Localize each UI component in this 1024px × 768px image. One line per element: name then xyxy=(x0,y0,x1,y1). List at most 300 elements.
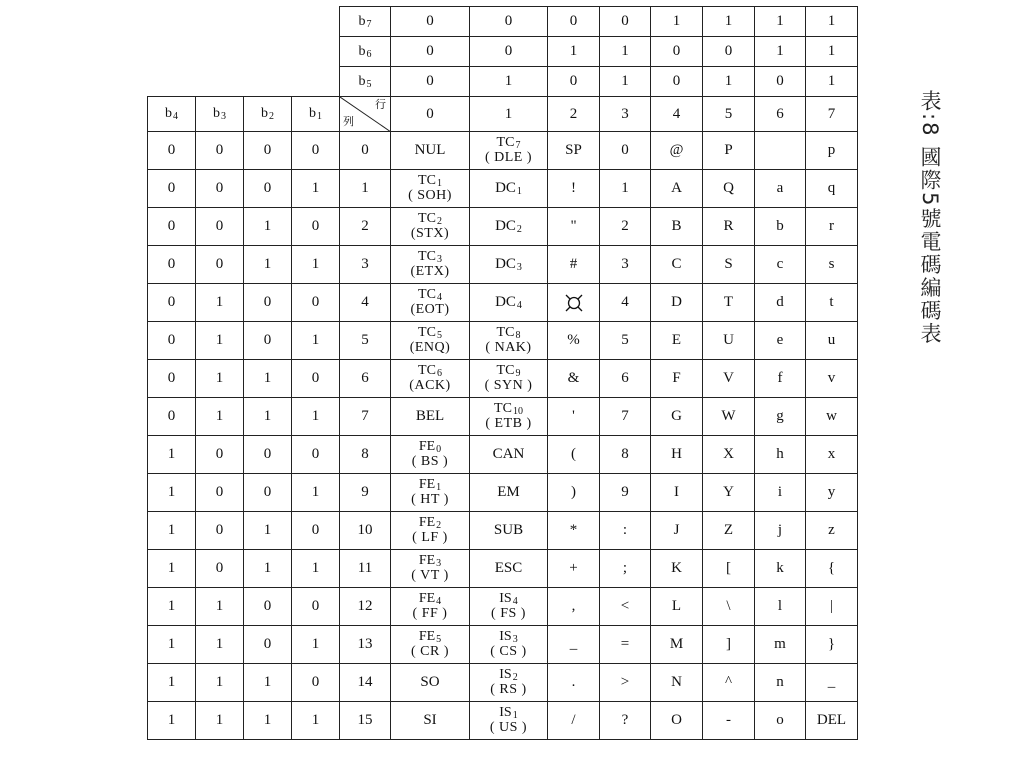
bit-cell: 0 xyxy=(292,436,340,474)
control-code-letters: TC xyxy=(494,401,512,416)
table-row xyxy=(148,436,858,474)
code-cell-col3: : xyxy=(600,512,651,550)
control-code-letters: TC xyxy=(496,363,515,378)
bit-value: 0 xyxy=(703,37,755,67)
bit-cell: 0 xyxy=(244,626,292,664)
blank-corner xyxy=(148,67,340,97)
control-code-name xyxy=(470,630,547,645)
bit-cell: 0 xyxy=(196,436,244,474)
code-cell-col3: 5 xyxy=(600,322,651,360)
code-cell-col1 xyxy=(470,246,548,284)
control-code: SI xyxy=(423,712,437,728)
bit-cell: 1 xyxy=(148,474,196,512)
code-cell-col1 xyxy=(470,664,548,702)
code-cell-col5: Z xyxy=(703,512,755,550)
bit-label-index: 2 xyxy=(269,111,274,122)
bit-cell: 1 xyxy=(244,208,292,246)
bit-cell: 0 xyxy=(244,170,292,208)
bit-cell: 1 xyxy=(148,512,196,550)
currency-sign-icon xyxy=(564,293,584,313)
code-cell-col7: s xyxy=(806,246,858,284)
control-code-letters: IS xyxy=(499,591,512,606)
code-cell-col7: } xyxy=(806,626,858,664)
control-code-name xyxy=(470,364,547,379)
diagonal-bottom-label: 列 xyxy=(343,116,354,128)
code-cell-col7: u xyxy=(806,322,858,360)
bit-cell: 0 xyxy=(292,360,340,398)
control-code-index: 1 xyxy=(436,178,442,189)
code-cell-col1 xyxy=(470,474,548,512)
control-code-name xyxy=(391,516,469,531)
bit-cell: 1 xyxy=(292,398,340,436)
code-cell-col0 xyxy=(391,512,470,550)
bit-cell: 0 xyxy=(244,322,292,360)
bit-label xyxy=(196,97,244,132)
control-code-index: 0 xyxy=(436,444,442,455)
code-cell-col4: A xyxy=(651,170,703,208)
control-code-name xyxy=(470,668,547,683)
code-cell-col6: g xyxy=(755,398,806,436)
code-cell-col4: K xyxy=(651,550,703,588)
bit-cell: 1 xyxy=(244,550,292,588)
code-cell-col2: , xyxy=(548,588,600,626)
code-cell-col4: @ xyxy=(651,132,703,170)
code-cell-col2 xyxy=(548,284,600,322)
code-cell-col2: % xyxy=(548,322,600,360)
bit-cell: 1 xyxy=(244,246,292,284)
control-code-index: 4 xyxy=(436,596,442,607)
code-cell-col5: ^ xyxy=(703,664,755,702)
control-code-index: 4 xyxy=(512,596,518,607)
table-row xyxy=(148,208,858,246)
bit-label xyxy=(292,97,340,132)
diagonal-header xyxy=(340,97,391,132)
code-cell-col6: n xyxy=(755,664,806,702)
code-cell-col6: l xyxy=(755,588,806,626)
bit-label-letter: b xyxy=(358,73,366,89)
control-code-abbrev: ( CS ) xyxy=(490,644,527,659)
control-code-abbrev: (STX) xyxy=(410,226,450,241)
control-code-abbrev: (ENQ) xyxy=(409,340,451,355)
control-code-abbrev: (EOT) xyxy=(410,302,450,317)
code-cell-col5: U xyxy=(703,322,755,360)
bit-cell: 0 xyxy=(292,284,340,322)
bit-cell: 0 xyxy=(196,550,244,588)
bit-value: 1 xyxy=(806,67,858,97)
control-code-index: 3 xyxy=(436,254,442,265)
bit-row xyxy=(148,67,858,97)
control-code-letters: TC xyxy=(496,325,515,340)
control-code-name xyxy=(391,440,469,455)
control-code-name xyxy=(391,554,469,569)
table-row xyxy=(148,474,858,512)
code-cell-col0 xyxy=(391,436,470,474)
control-code-letters: FE xyxy=(418,477,436,492)
control-code-index: 6 xyxy=(436,368,442,379)
control-code: ESC xyxy=(494,560,523,576)
control-code-letters: IS xyxy=(499,667,512,682)
control-code-name xyxy=(470,706,547,721)
bit-cell: 0 xyxy=(292,208,340,246)
code-cell-col7: _ xyxy=(806,664,858,702)
bit-cell: 0 xyxy=(148,208,196,246)
control-code-index: 1 xyxy=(512,710,518,721)
code-cell-col1 xyxy=(470,208,548,246)
code-cell-col5: Y xyxy=(703,474,755,512)
bit-value: 0 xyxy=(391,37,470,67)
control-code-letters: TC xyxy=(418,363,436,378)
code-cell-col5: X xyxy=(703,436,755,474)
control-code-index: 1 xyxy=(436,482,442,493)
code-cell-col2: " xyxy=(548,208,600,246)
bit-cell: 1 xyxy=(244,360,292,398)
row-number: 7 xyxy=(340,398,391,436)
code-cell-col3: 0 xyxy=(600,132,651,170)
control-code: BEL xyxy=(415,408,445,424)
code-cell-col7: DEL xyxy=(806,702,858,740)
code-cell-col7: y xyxy=(806,474,858,512)
column-number: 5 xyxy=(703,97,755,132)
bit-value: 1 xyxy=(600,37,651,67)
control-code-abbrev: ( HT ) xyxy=(411,492,449,507)
code-cell-col0 xyxy=(391,664,470,702)
code-cell-col6: i xyxy=(755,474,806,512)
control-code-index: 8 xyxy=(515,330,521,341)
code-cell-col2: * xyxy=(548,512,600,550)
row-number: 9 xyxy=(340,474,391,512)
code-cell-col0 xyxy=(391,170,470,208)
control-code-abbrev: ( FS ) xyxy=(491,606,526,621)
code-cell-col1 xyxy=(470,360,548,398)
code-cell-col2: ! xyxy=(548,170,600,208)
bit-value: 1 xyxy=(806,37,858,67)
row-number: 10 xyxy=(340,512,391,550)
code-cell-col3: 7 xyxy=(600,398,651,436)
control-code-name xyxy=(391,630,469,645)
bit-cell: 1 xyxy=(292,474,340,512)
code-cell-col7: q xyxy=(806,170,858,208)
bit-cell: 0 xyxy=(292,588,340,626)
code-cell-col3: 3 xyxy=(600,246,651,284)
control-code-abbrev: ( ETB ) xyxy=(485,416,532,431)
control-code-abbrev: ( BS ) xyxy=(411,454,449,469)
control-code-index: 7 xyxy=(515,140,521,151)
code-cell-col4: N xyxy=(651,664,703,702)
bit-value: 0 xyxy=(755,67,806,97)
code-cell-col1 xyxy=(470,284,548,322)
bit-cell: 0 xyxy=(292,664,340,702)
code-cell-col0 xyxy=(391,360,470,398)
bit-label xyxy=(244,97,292,132)
bit-value: 1 xyxy=(806,7,858,37)
control-code: DC xyxy=(495,179,516,196)
code-cell-col1 xyxy=(470,588,548,626)
row-number: 3 xyxy=(340,246,391,284)
control-code-letters: TC xyxy=(418,211,436,226)
control-code-name xyxy=(391,250,469,265)
bit-cell: 1 xyxy=(148,626,196,664)
code-cell-col6 xyxy=(755,132,806,170)
code-cell-col5: S xyxy=(703,246,755,284)
code-cell-col6: e xyxy=(755,322,806,360)
bit-value: 1 xyxy=(548,37,600,67)
control-code-name xyxy=(470,326,547,341)
code-cell-col7: | xyxy=(806,588,858,626)
code-cell-col3: 6 xyxy=(600,360,651,398)
control-code-name xyxy=(391,592,469,607)
control-code-index: 4 xyxy=(516,299,522,311)
control-code-letters: FE xyxy=(418,439,436,454)
code-cell-col6: d xyxy=(755,284,806,322)
control-code-index: 9 xyxy=(515,368,521,379)
bit-value: 1 xyxy=(651,7,703,37)
control-code-letters: TC xyxy=(496,135,515,150)
code-cell-col0 xyxy=(391,322,470,360)
code-cell-col6: c xyxy=(755,246,806,284)
table-row xyxy=(148,170,858,208)
bit-cell: 1 xyxy=(196,626,244,664)
bit-value: 1 xyxy=(470,67,548,97)
bit-cell: 0 xyxy=(148,170,196,208)
control-code-letters: FE xyxy=(418,591,436,606)
control-code-name xyxy=(391,326,469,341)
code-cell-col6: m xyxy=(755,626,806,664)
bit-value: 0 xyxy=(548,67,600,97)
control-code-index: 3 xyxy=(512,634,518,645)
code-cell-col7: x xyxy=(806,436,858,474)
control-code-abbrev: ( FF ) xyxy=(412,606,448,621)
bit-value: 1 xyxy=(703,7,755,37)
diagonal-top-label: 行 xyxy=(375,99,386,111)
code-cell-col1 xyxy=(470,398,548,436)
code-cell-col1 xyxy=(470,550,548,588)
bit-cell: 0 xyxy=(244,474,292,512)
bit-cell: 0 xyxy=(148,398,196,436)
bit-value: 1 xyxy=(600,67,651,97)
code-cell-col1 xyxy=(470,512,548,550)
code-cell-col4: I xyxy=(651,474,703,512)
control-code-abbrev: ( VT ) xyxy=(411,568,449,583)
code-cell-col6: b xyxy=(755,208,806,246)
code-cell-col1 xyxy=(470,626,548,664)
code-cell-col2: ( xyxy=(548,436,600,474)
control-code-name xyxy=(391,288,469,303)
bit-label-index: 6 xyxy=(366,48,372,60)
code-cell-col3: ; xyxy=(600,550,651,588)
table-row xyxy=(148,626,858,664)
control-code-abbrev: ( NAK) xyxy=(485,340,532,355)
control-code: SO xyxy=(420,674,440,690)
code-cell-col3: 1 xyxy=(600,170,651,208)
code-cell-col3: > xyxy=(600,664,651,702)
table-row xyxy=(148,664,858,702)
bit-label xyxy=(340,37,391,67)
bit-cell: 1 xyxy=(292,702,340,740)
code-cell-col6: k xyxy=(755,550,806,588)
code-cell-col4: E xyxy=(651,322,703,360)
header-row xyxy=(148,97,858,132)
bit-cell: 0 xyxy=(196,208,244,246)
bit-label-index: 4 xyxy=(173,111,178,122)
code-cell-col0 xyxy=(391,474,470,512)
bit-cell: 1 xyxy=(244,702,292,740)
code-cell-col5: \ xyxy=(703,588,755,626)
code-cell-col3: 4 xyxy=(600,284,651,322)
control-code-index: 3 xyxy=(436,558,442,569)
code-cell-col5: R xyxy=(703,208,755,246)
control-code-index: 2 xyxy=(436,216,442,227)
bit-cell: 1 xyxy=(196,284,244,322)
control-code: DC xyxy=(495,217,516,234)
code-cell-col6: f xyxy=(755,360,806,398)
control-code-index: 2 xyxy=(512,672,518,683)
bit-cell: 1 xyxy=(196,360,244,398)
bit-cell: 1 xyxy=(148,702,196,740)
code-cell-col2: ' xyxy=(548,398,600,436)
bit-label-letter: b xyxy=(358,13,366,29)
control-code-letters: IS xyxy=(499,705,512,720)
bit-row xyxy=(148,37,858,67)
control-code-abbrev: (ACK) xyxy=(409,378,451,393)
bit-cell: 1 xyxy=(148,588,196,626)
code-cell-col0 xyxy=(391,208,470,246)
code-cell-col5: [ xyxy=(703,550,755,588)
control-code-letters: TC xyxy=(418,173,436,188)
code-cell-col5: - xyxy=(703,702,755,740)
bit-label-index: 1 xyxy=(317,111,322,122)
blank-corner xyxy=(148,7,340,37)
column-number: 7 xyxy=(806,97,858,132)
bit-cell: 0 xyxy=(148,246,196,284)
control-code-name xyxy=(391,174,469,189)
code-cell-col7: v xyxy=(806,360,858,398)
bit-cell: 0 xyxy=(148,360,196,398)
code-cell-col6: a xyxy=(755,170,806,208)
code-cell-col3: = xyxy=(600,626,651,664)
bit-cell: 0 xyxy=(148,132,196,170)
bit-cell: 0 xyxy=(148,284,196,322)
code-cell-col2: _ xyxy=(548,626,600,664)
bit-label xyxy=(148,97,196,132)
blank-corner xyxy=(148,37,340,67)
bit-value: 0 xyxy=(470,7,548,37)
code-table xyxy=(147,6,858,740)
bit-label xyxy=(340,7,391,37)
code-cell-col1 xyxy=(470,170,548,208)
code-cell-col4: H xyxy=(651,436,703,474)
table-row xyxy=(148,132,858,170)
control-code: DC xyxy=(495,293,516,310)
control-code-name xyxy=(391,212,469,227)
bit-cell: 0 xyxy=(196,170,244,208)
bit-label-index: 5 xyxy=(366,78,372,90)
control-code-abbrev: ( SYN ) xyxy=(484,378,533,393)
bit-cell: 1 xyxy=(196,322,244,360)
code-cell-col2: + xyxy=(548,550,600,588)
code-cell-col2: & xyxy=(548,360,600,398)
code-cell-col7: z xyxy=(806,512,858,550)
code-cell-col0 xyxy=(391,246,470,284)
control-code-index: 4 xyxy=(436,292,442,303)
code-cell-col2: ) xyxy=(548,474,600,512)
control-code-index: 10 xyxy=(512,406,523,417)
control-code: EM xyxy=(497,484,520,500)
control-code-index: 5 xyxy=(436,330,442,341)
bit-cell: 1 xyxy=(244,512,292,550)
control-code-abbrev: ( US ) xyxy=(489,720,528,735)
row-number: 15 xyxy=(340,702,391,740)
bit-value: 0 xyxy=(651,67,703,97)
code-cell-col0 xyxy=(391,284,470,322)
table-row xyxy=(148,512,858,550)
code-cell-col3: 8 xyxy=(600,436,651,474)
bit-cell: 0 xyxy=(244,132,292,170)
bit-label xyxy=(340,67,391,97)
control-code-name xyxy=(391,364,469,379)
control-code-index: 5 xyxy=(436,634,442,645)
bit-cell: 1 xyxy=(292,626,340,664)
bit-cell: 1 xyxy=(148,664,196,702)
bit-cell: 1 xyxy=(196,588,244,626)
code-cell-col3: < xyxy=(600,588,651,626)
code-cell-col0 xyxy=(391,132,470,170)
bit-value: 1 xyxy=(703,67,755,97)
code-cell-col6: j xyxy=(755,512,806,550)
column-number: 3 xyxy=(600,97,651,132)
code-cell-col7: t xyxy=(806,284,858,322)
code-cell-col6: o xyxy=(755,702,806,740)
control-code-abbrev: (ETX) xyxy=(410,264,450,279)
code-cell-col0 xyxy=(391,588,470,626)
code-cell-col0 xyxy=(391,626,470,664)
control-code-name xyxy=(470,592,547,607)
table-title: 表:8 國際5號電碼編碼表 xyxy=(918,90,942,346)
bit-cell: 1 xyxy=(196,702,244,740)
column-number: 6 xyxy=(755,97,806,132)
bit-label-index: 7 xyxy=(366,18,372,30)
code-cell-col7: p xyxy=(806,132,858,170)
bit-label-letter: b xyxy=(358,43,366,59)
code-cell-col5: T xyxy=(703,284,755,322)
code-cell-col1 xyxy=(470,436,548,474)
table-row xyxy=(148,702,858,740)
code-cell-col3: 2 xyxy=(600,208,651,246)
column-number: 0 xyxy=(391,97,470,132)
table-row xyxy=(148,588,858,626)
control-code-letters: FE xyxy=(418,515,436,530)
row-number: 6 xyxy=(340,360,391,398)
control-code: CAN xyxy=(492,446,525,462)
bit-cell: 1 xyxy=(292,322,340,360)
control-code-letters: FE xyxy=(418,553,436,568)
control-code-name xyxy=(470,136,547,151)
row-number: 8 xyxy=(340,436,391,474)
code-cell-col7: { xyxy=(806,550,858,588)
bit-value: 1 xyxy=(755,37,806,67)
bit-cell: 0 xyxy=(196,246,244,284)
bit-value: 0 xyxy=(391,67,470,97)
control-code-name xyxy=(470,402,547,417)
column-number: 2 xyxy=(548,97,600,132)
table-row xyxy=(148,550,858,588)
control-code-abbrev: ( CR ) xyxy=(411,644,449,659)
row-number: 0 xyxy=(340,132,391,170)
control-code-letters: FE xyxy=(418,629,436,644)
control-code-abbrev: ( SOH) xyxy=(408,188,452,203)
code-cell-col4: G xyxy=(651,398,703,436)
control-code: NUL xyxy=(414,142,446,158)
control-code-letters: IS xyxy=(499,629,512,644)
